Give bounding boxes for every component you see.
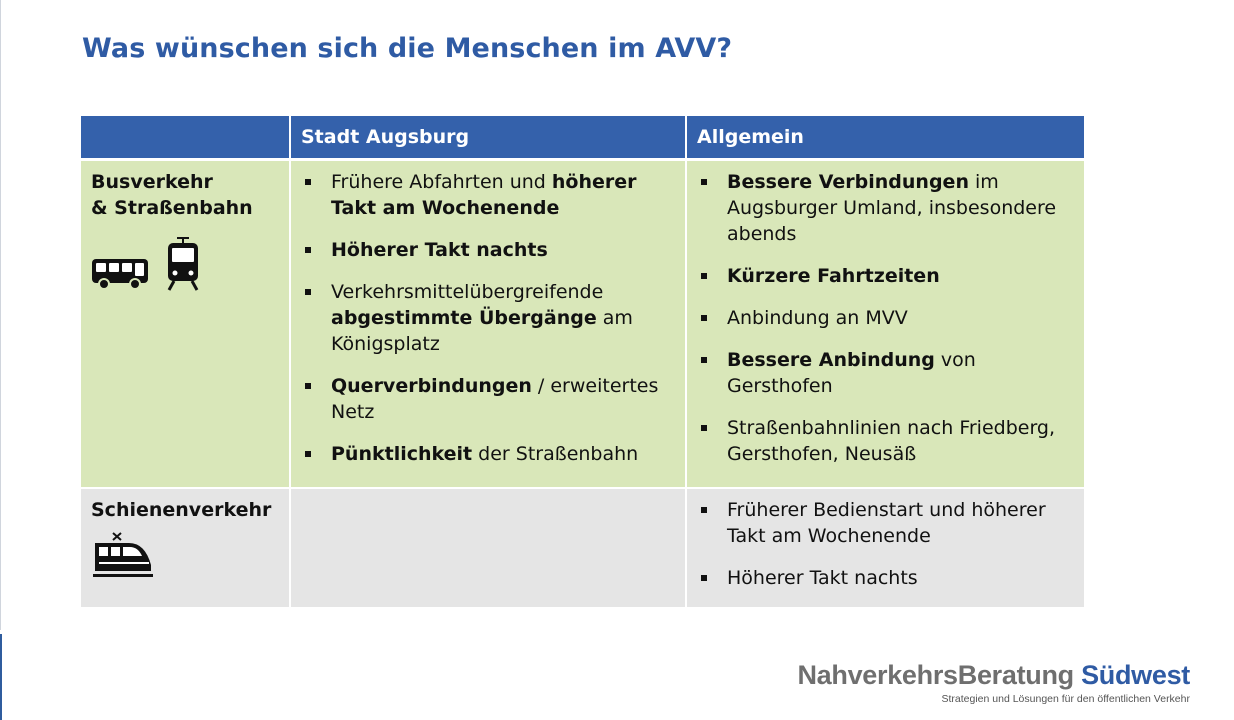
bold-text: höherer Takt am Wochenende — [331, 171, 637, 219]
allgemein-cell — [686, 488, 1085, 608]
list-item — [701, 305, 1070, 331]
list-item — [305, 441, 671, 467]
bold-text: Bessere Verbindungen — [727, 171, 969, 193]
table-row-rail — [81, 488, 1085, 608]
list-item — [701, 169, 1070, 247]
bold-text: Bessere Anbindung — [727, 349, 935, 371]
bold-text: Querverbindungen — [331, 375, 532, 397]
list-item — [701, 347, 1070, 399]
train-icon — [91, 531, 155, 585]
text: der Straßenbahn — [472, 443, 639, 465]
text: von Gersthofen — [727, 349, 976, 397]
category-cell — [81, 160, 290, 489]
wishes-table — [81, 116, 1086, 609]
bullet-list — [291, 161, 685, 467]
page-title: Was wünschen sich die Menschen im AVV? — [82, 33, 733, 64]
table-row-bus-tram — [81, 160, 1085, 489]
allgemein-cell — [686, 160, 1085, 489]
logo-part2: Südwest — [1081, 660, 1190, 690]
text: Frühere Abfahrten und — [331, 171, 552, 193]
list-item — [305, 373, 671, 425]
left-edge-accent — [0, 634, 2, 720]
bold-text: abgestimmte Übergänge — [331, 307, 597, 329]
stadt-augsburg-cell — [290, 160, 686, 489]
list-item — [701, 263, 1070, 289]
logo-wordmark — [797, 660, 1190, 690]
logo-part1: NahverkehrsBeratung — [797, 660, 1074, 690]
text: Anbindung an MVV — [727, 307, 908, 329]
text: Verkehrsmittelübergreifende — [331, 281, 604, 303]
bold-text: Kürzere Fahrtzeiten — [727, 265, 940, 287]
category-label-line: Busverkehr — [91, 171, 213, 193]
category-label — [91, 169, 281, 221]
list-item — [701, 565, 1070, 591]
header-empty-cell — [81, 116, 290, 160]
text: im Augsburger Umland, insbesondere abends — [727, 171, 1057, 245]
text: Höherer Takt nachts — [727, 567, 918, 589]
text: Straßenbahnlinien nach Friedberg, Gersthofen, Neusäß — [727, 417, 1056, 465]
text: Früherer Bedienstart und höherer Takt am Wochenende — [727, 499, 1046, 547]
list-item — [305, 169, 671, 221]
bold-text: Höherer Takt nachts — [331, 239, 548, 261]
bus-icon — [91, 257, 149, 295]
category-label: Schienenverkehr — [91, 499, 272, 521]
bullet-list — [291, 489, 685, 497]
list-item — [701, 497, 1070, 549]
left-edge-line — [0, 0, 1, 630]
company-logo — [797, 660, 1190, 705]
header-allgemein: Allgemein — [686, 116, 1085, 160]
list-item — [305, 237, 671, 263]
tram-icon — [165, 237, 201, 295]
bold-text: Pünktlichkeit — [331, 443, 473, 465]
text: / erweitertes Netz — [331, 375, 659, 423]
header-stadt-augsburg: Stadt Augsburg — [290, 116, 686, 160]
table-header-row — [81, 116, 1085, 160]
logo-tagline: Strategien und Lösungen für den öffentlichen Verkehr — [941, 693, 1190, 705]
text: am Königsplatz — [331, 307, 633, 355]
bullet-list — [687, 489, 1084, 591]
stadt-augsburg-cell-empty — [290, 488, 686, 608]
list-item — [701, 415, 1070, 467]
list-item — [305, 279, 671, 357]
category-label-line: & Straßenbahn — [91, 197, 253, 219]
category-cell — [81, 488, 290, 608]
bullet-list — [687, 161, 1084, 467]
